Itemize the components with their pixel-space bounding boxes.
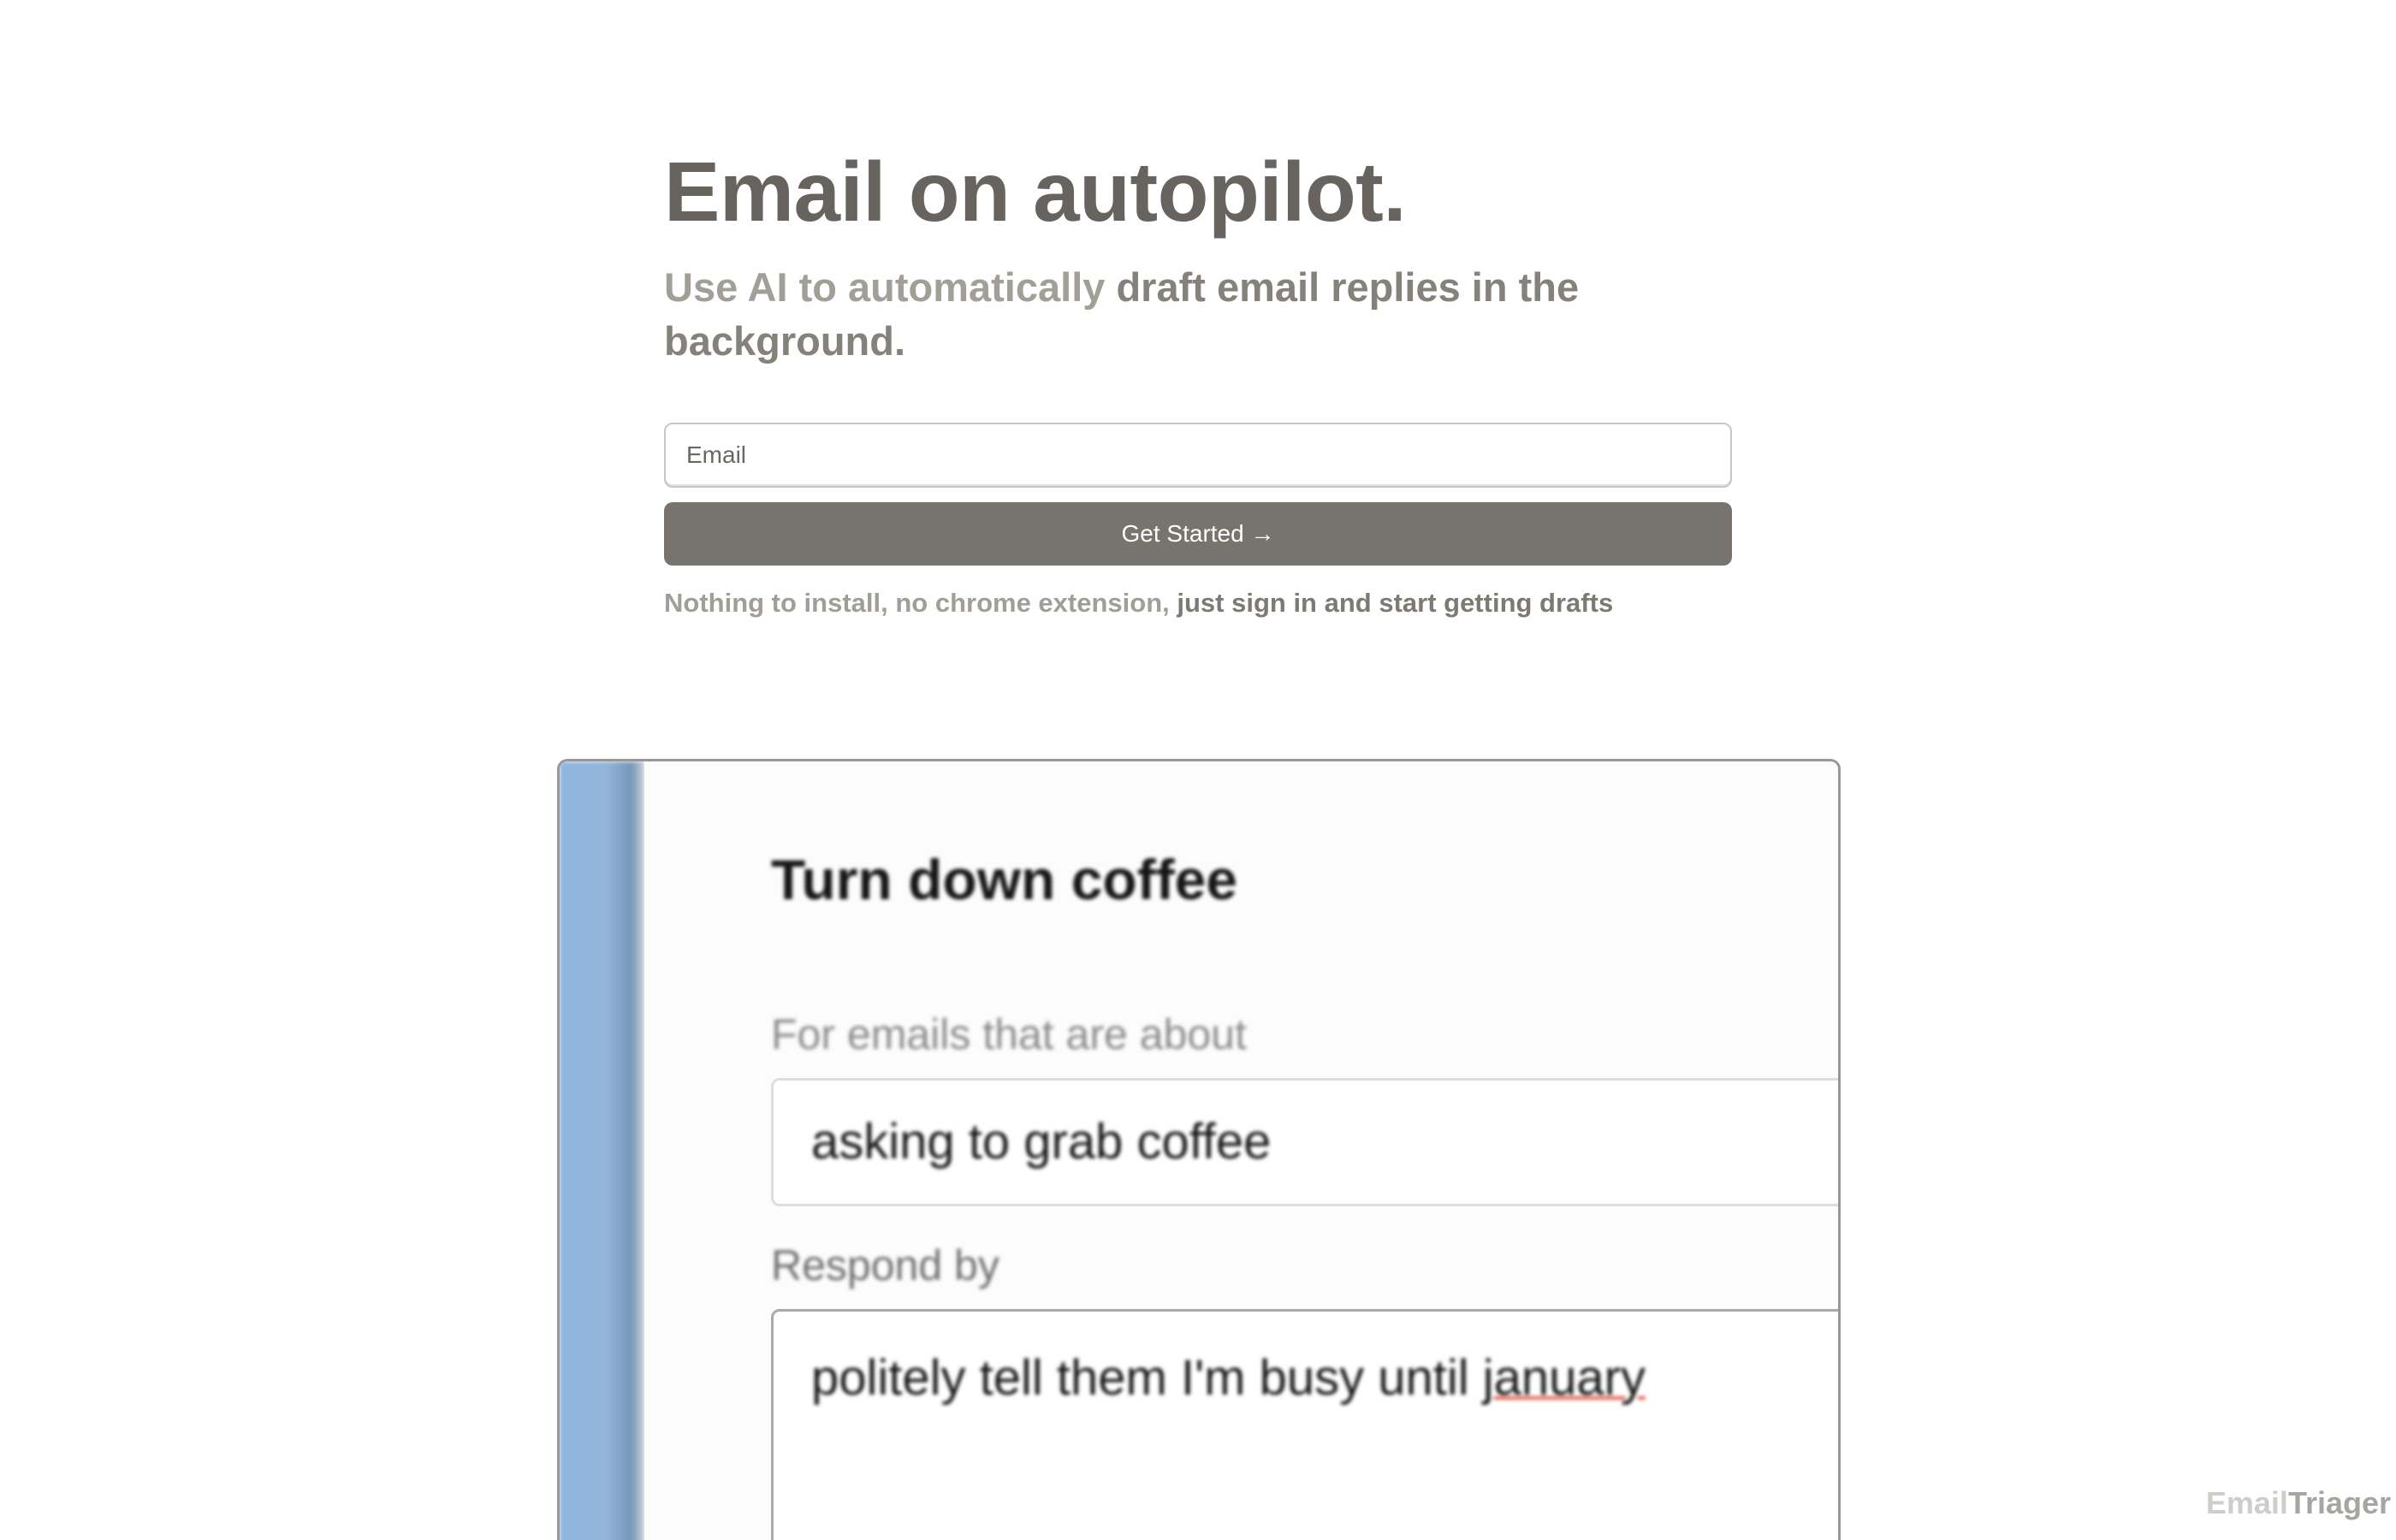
install-note-part2: just sign in and start getting drafts [1177, 588, 1614, 618]
subheadline-part2: draft email replies in the background. [664, 264, 1580, 364]
demo-respond-field [771, 1309, 1841, 1540]
brand-part1: Email [2205, 1485, 2288, 1520]
demo-about-label: For emails that are about [771, 1010, 1247, 1058]
demo-screenshot [557, 759, 1841, 1540]
brand-part2: Triager [2287, 1485, 2391, 1520]
demo-respond-value [811, 1344, 1646, 1413]
install-note-part1: Nothing to install, no chrome extension, [664, 588, 1177, 618]
demo-about-field [771, 1078, 1841, 1206]
demo-about-value: asking to grab coffee [811, 1114, 1272, 1170]
email-input[interactable] [664, 423, 1732, 488]
demo-respond-misspelled: january [1482, 1350, 1646, 1406]
demo-content [644, 761, 1838, 1540]
brand-logo [2206, 1485, 2391, 1521]
demo-sidebar [560, 761, 644, 1540]
headline: Email on autopilot. [664, 145, 1407, 239]
subheadline-part1: Use AI to automatically [664, 264, 1117, 310]
hero-section [664, 145, 1732, 620]
install-note [664, 586, 1732, 620]
demo-respond-text: politely tell them I'm busy until [811, 1350, 1483, 1406]
subheadline [664, 260, 1674, 368]
demo-rule-title: Turn down coffee [771, 848, 1238, 911]
demo-respond-label: Respond by [771, 1241, 999, 1289]
get-started-button[interactable]: Get Started → [664, 502, 1732, 566]
